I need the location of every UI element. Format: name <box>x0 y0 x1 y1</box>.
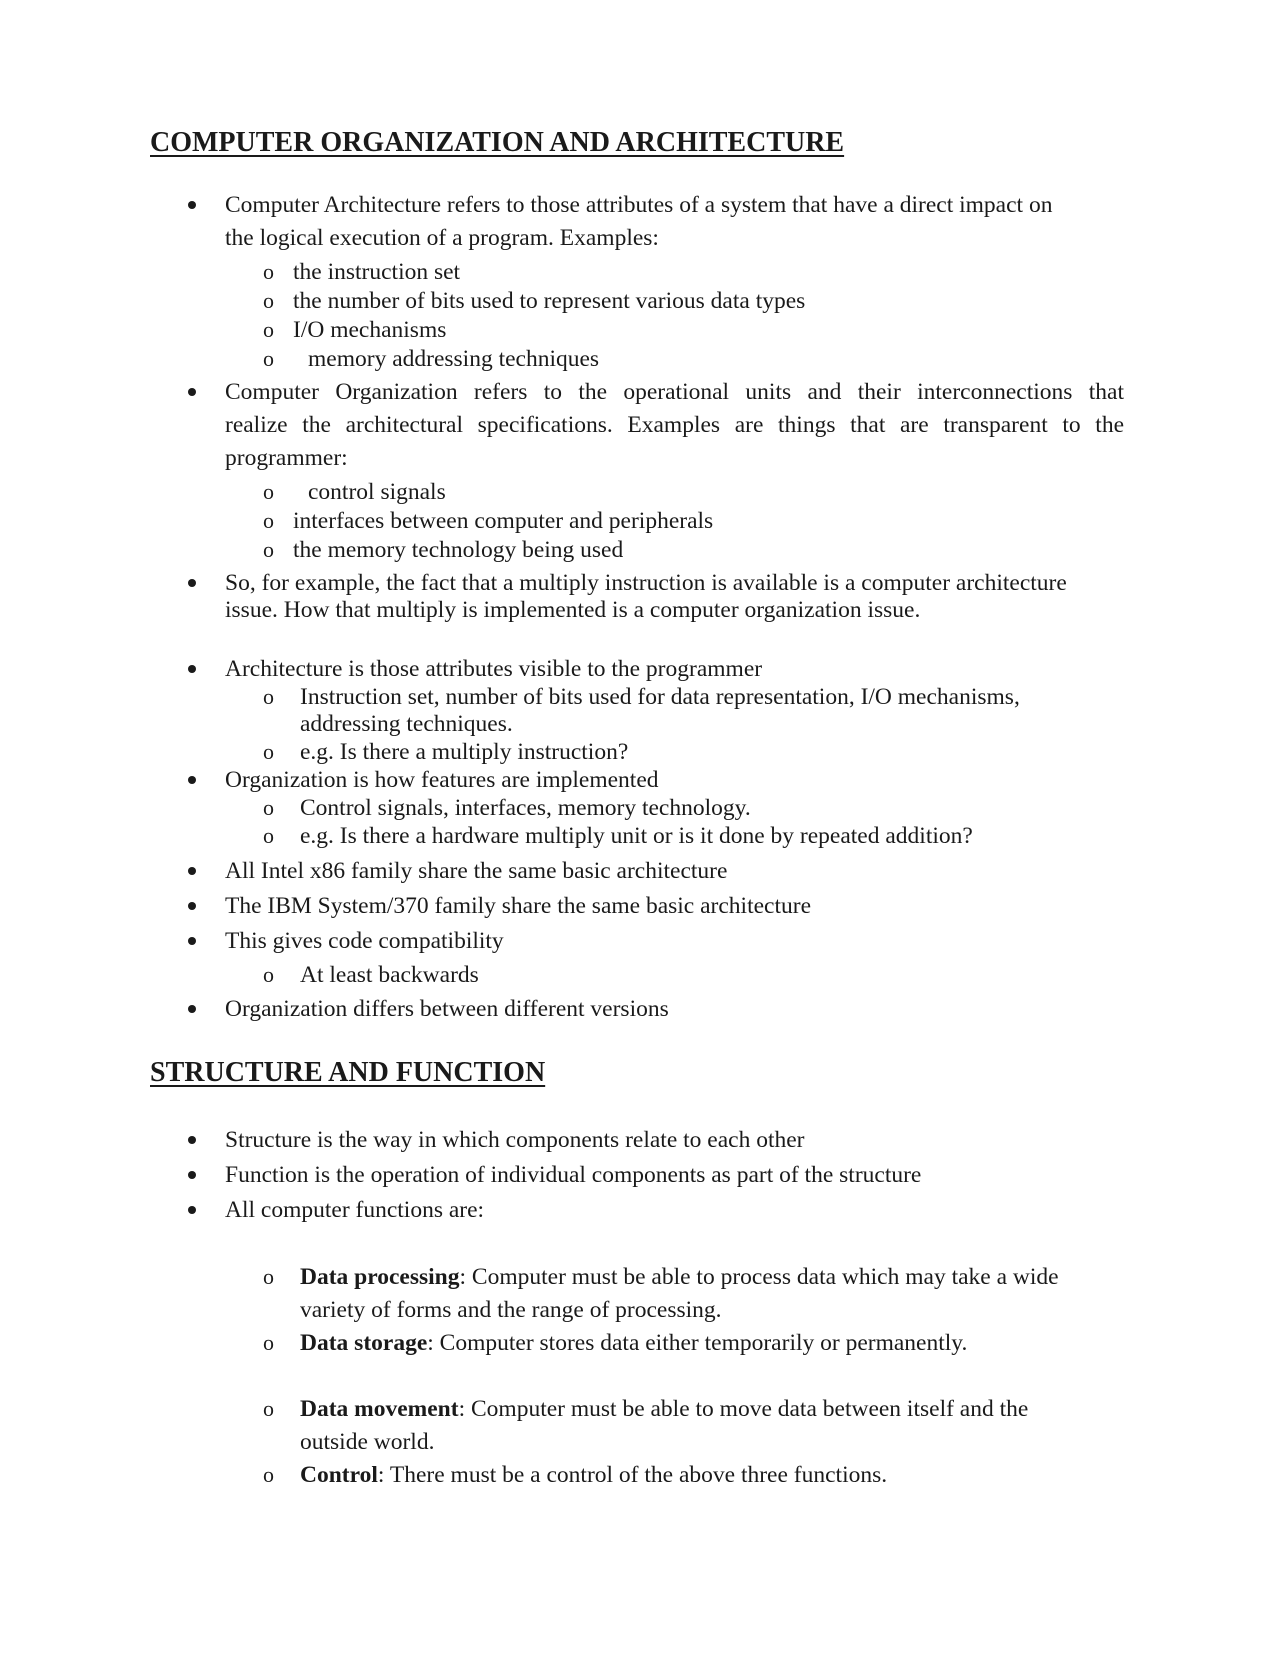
sub-bullet-marker: o <box>263 288 274 313</box>
summary-arch-sub1-line2: addressing techniques. <box>300 711 513 737</box>
org-definition-line2: realize the architectural specifications. Examples are things that are transparent to the <box>225 412 1124 438</box>
function-item-line1 <box>300 1329 967 1357</box>
sub-bullet-marker: o <box>263 823 274 848</box>
function-desc: : Computer must be able to process data which may take a wide <box>459 1264 1059 1290</box>
summary-org-sub2: e.g. Is there a hardware multiply unit or is it done by repeated addition? <box>300 823 973 849</box>
all-functions-bullet: All computer functions are: <box>225 1197 485 1223</box>
summary-arch-sub1-line1: Instruction set, number of bits used for data representation, I/O mechanisms, <box>300 684 1020 710</box>
function-desc: : Computer must be able to move data between itself and the <box>458 1396 1029 1422</box>
function-term: Data processing <box>300 1264 460 1290</box>
arch-example-item: I/O mechanisms <box>293 317 447 343</box>
summary-arch-sub2: e.g. Is there a multiply instruction? <box>300 739 629 765</box>
sub-bullet-marker: o <box>263 1462 274 1487</box>
bullet-dot <box>188 867 196 875</box>
function-item-line1 <box>300 1395 1028 1423</box>
org-example-item: control signals <box>308 479 446 505</box>
summary-compat-sub: At least backwards <box>300 962 479 988</box>
function-item-line2: variety of forms and the range of processing. <box>300 1297 722 1323</box>
org-definition-line3: programmer: <box>225 445 348 471</box>
summary-compat: This gives code compatibility <box>225 928 504 954</box>
sub-bullet-marker: o <box>263 684 274 709</box>
summary-org: Organization is how features are implemented <box>225 767 659 793</box>
example-line1: So, for example, the fact that a multiply instruction is available is a computer architecture <box>225 570 1067 596</box>
arch-definition-line2: the logical execution of a program. Examples: <box>225 225 659 251</box>
sub-bullet-marker: o <box>263 1330 274 1355</box>
sub-bullet-marker: o <box>263 739 274 764</box>
sub-bullet-marker: o <box>263 259 274 284</box>
arch-example-item: memory addressing techniques <box>308 346 600 372</box>
function-term: Data movement <box>300 1396 459 1422</box>
sub-bullet-marker: o <box>263 795 274 820</box>
arch-example-item: the instruction set <box>293 259 461 285</box>
main-heading: COMPUTER ORGANIZATION AND ARCHITECTURE <box>150 127 845 158</box>
function-bullet: Function is the operation of individual components as part of the structure <box>225 1162 922 1188</box>
bullet-dot <box>188 1136 196 1144</box>
function-item-line2: outside world. <box>300 1429 435 1455</box>
summary-ibm: The IBM System/370 family share the same basic architecture <box>225 893 812 919</box>
bullet-dot <box>188 1171 196 1179</box>
function-item-line1 <box>300 1461 887 1489</box>
bullet-dot <box>188 201 196 209</box>
function-desc: : There must be a control of the above three functions. <box>377 1462 888 1488</box>
bullet-dot <box>188 665 196 673</box>
arch-example-item: the number of bits used to represent various data types <box>293 288 806 314</box>
summary-intel: All Intel x86 family share the same basic architecture <box>225 858 728 884</box>
section-heading: STRUCTURE AND FUNCTION <box>150 1057 546 1088</box>
sub-bullet-marker: o <box>263 317 274 342</box>
org-example-item: interfaces between computer and peripherals <box>293 508 714 534</box>
sub-bullet-marker: o <box>263 479 274 504</box>
arch-definition-line1: Computer Architecture refers to those attributes of a system that have a direct impact on <box>225 192 1053 218</box>
sub-bullet-marker: o <box>263 1264 274 1289</box>
org-example-item: the memory technology being used <box>293 537 624 563</box>
summary-differs: Organization differs between different versions <box>225 996 669 1022</box>
function-term: Data storage <box>300 1330 428 1356</box>
org-definition-line1: Computer Organization refers to the operational units and their interconnections that <box>225 379 1124 405</box>
bullet-dot <box>188 1005 196 1013</box>
function-item-line1 <box>300 1263 1059 1291</box>
bullet-dot <box>188 937 196 945</box>
bullet-dot <box>188 902 196 910</box>
summary-arch: Architecture is those attributes visible to the programmer <box>225 656 763 682</box>
sub-bullet-marker: o <box>263 508 274 533</box>
example-line2: issue. How that multiply is implemented is a computer organization issue. <box>225 597 921 623</box>
bullet-dot <box>188 579 196 587</box>
sub-bullet-marker: o <box>263 962 274 987</box>
sub-bullet-marker: o <box>263 346 274 371</box>
summary-org-sub1: Control signals, interfaces, memory technology. <box>300 795 751 821</box>
bullet-dot <box>188 776 196 784</box>
sub-bullet-marker: o <box>263 537 274 562</box>
bullet-dot <box>188 388 196 396</box>
sub-bullet-marker: o <box>263 1396 274 1421</box>
function-term: Control <box>300 1462 378 1488</box>
structure-bullet: Structure is the way in which components relate to each other <box>225 1127 805 1153</box>
bullet-dot <box>188 1206 196 1214</box>
function-desc: : Computer stores data either temporarily or permanently. <box>427 1330 968 1356</box>
